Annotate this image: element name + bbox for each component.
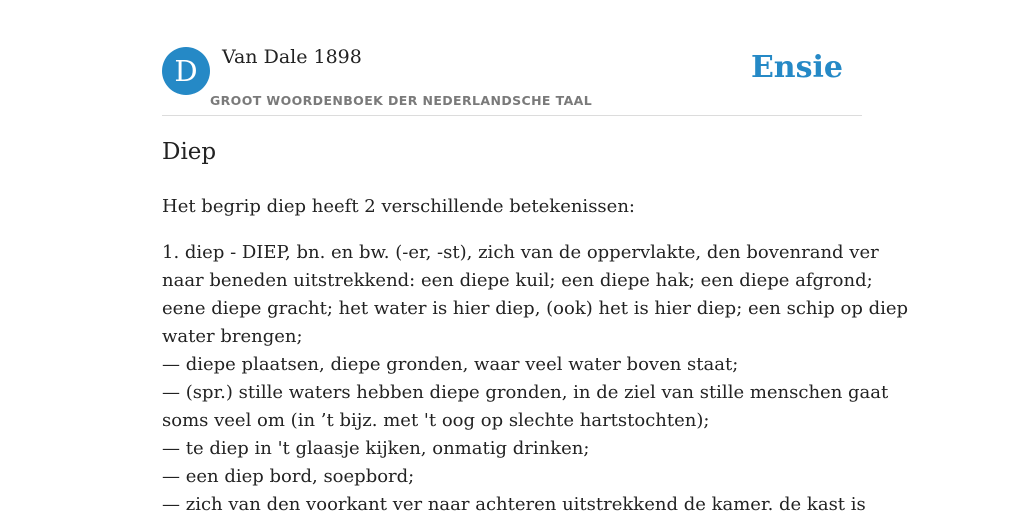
definition-text [162, 239, 909, 512]
brand-logo[interactable]: Ensie [750, 50, 843, 85]
definition-line: — (spr.) stille waters hebben diepe gronden, in de ziel van stille menschen gaat [162, 382, 889, 403]
definition-line: — zich van den voorkant ver naar achteren uitstrekkend de kamer. de kast is [162, 494, 866, 512]
definition-line: naar beneden uitstrekkend: een diepe kuil; een diepe hak; een diepe afgrond; [162, 270, 873, 291]
entry-intro: Het begrip diep heeft 2 verschillende betekenissen: [162, 196, 635, 217]
content-container [162, 0, 909, 512]
source-title[interactable]: Van Dale 1898 [222, 46, 362, 68]
definition-line: — diepe plaatsen, diepe gronden, waar veel water boven staat; [162, 354, 739, 375]
definition-line: eene diepe gracht; het water is hier diep, (ook) het is hier diep; een schip op diep [162, 298, 909, 319]
definition-line: 1. diep - DIEP, bn. en bw. (-er, -st), zich van de oppervlakte, den bovenrand ver [162, 242, 879, 263]
definition-line: soms veel om (in ’t bijz. met 't oog op slechte hartstochten); [162, 410, 710, 431]
definition-line: water brengen; [162, 326, 303, 347]
page-title: Diep [162, 139, 217, 165]
source-subtitle: GROOT WOORDENBOEK DER NEDERLANDSCHE TAAL [210, 93, 593, 108]
definition-line: — te diep in 't glaasje kijken, onmatig drinken; [162, 438, 590, 459]
source-avatar[interactable]: D [162, 47, 210, 95]
definition-line: — een diep bord, soepbord; [162, 466, 415, 487]
source-header [162, 0, 862, 116]
